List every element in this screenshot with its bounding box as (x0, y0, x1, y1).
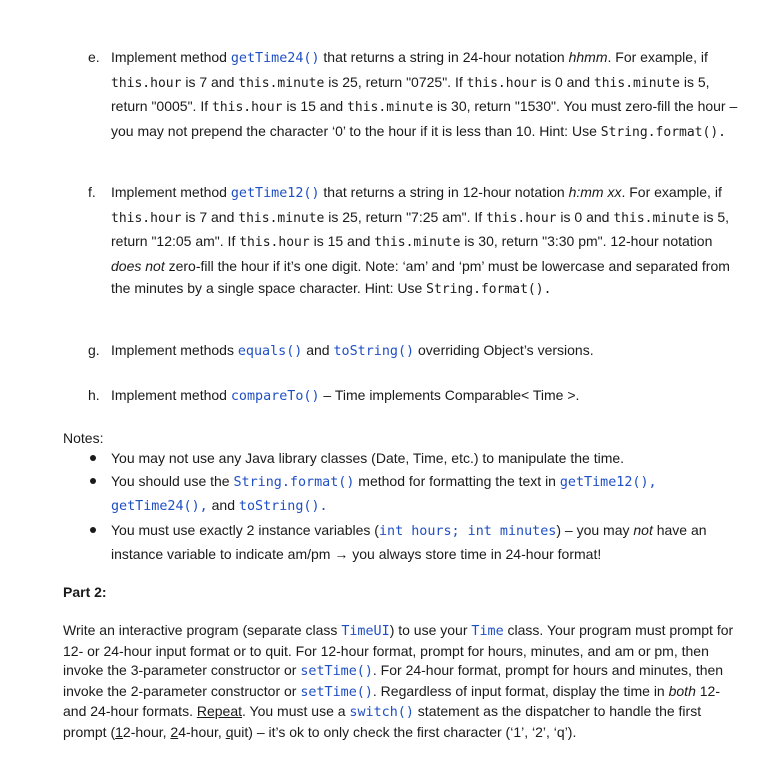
method-name: getTime12() (230, 186, 320, 201)
list-item-text: Implement methods equals() and toString() overriding Object’s versions. (111, 342, 594, 359)
list-item-text: Implement method getTime12() that returns a string in 12-hour notation h:mm xx. For example, if this.hour is 7 and this.minute is 25, return "7:25 am". If this.hour is 0 and this.minute is 5, return "12:05 am". If this.hour is 15 and this.minute is 30, return "3:30 pm". 12-hour notation does not zero-fill the hour if it’s one digit. Note: ‘am’ and ‘pm’ must be lowercase and separated from the minutes by a single space character. Hint: Use String.format(). (111, 184, 730, 297)
right-arrow-icon: → (334, 546, 349, 562)
notes-bullet: You must use exactly 2 instance variables (int hours; int minutes) – you may not have an instance variable to indicate am/pm → you always store time in 24-hour format! (86, 519, 746, 566)
list-marker: e. (88, 49, 100, 65)
list-marker: g. (88, 342, 100, 358)
list-marker: h. (88, 387, 100, 403)
notes-bullet: You may not use any Java library classes (Date, Time, etc.) to manipulate the time. (86, 447, 746, 470)
notes-bullet: You should use the String.format() method for formatting the text in getTime12(), getTime24(), and toString(). (86, 470, 746, 519)
notes-list (86, 447, 746, 566)
list-item-e (88, 46, 748, 144)
bullet-icon (90, 478, 96, 484)
bullet-icon (90, 527, 96, 533)
list-item-f (88, 181, 748, 302)
part2-heading: Part 2: (63, 584, 107, 600)
method-name: getTime24() (230, 51, 320, 66)
list-item-text: Implement method compareTo() – Time implements Comparable< Time >. (111, 387, 580, 404)
list-item-text: Implement method getTime24() that returns a string in 24-hour notation hhmm. For example, if this.hour is 7 and this.minute is 25, return "0725". If this.hour is 0 and this.minute is 5, return "0005". If this.hour is 15 and this.minute is 30, return "1530". You must zero-fill the hour – you may not prepend the character ‘0’ to the hour if it is less than 10. Hint: Use String.format(). (111, 49, 738, 140)
list-item-g (88, 339, 748, 364)
bullet-icon (90, 455, 96, 461)
list-item-h (88, 384, 748, 409)
list-marker: f. (88, 184, 96, 200)
notes-heading: Notes: (63, 430, 104, 446)
part2-paragraph: Write an interactive program (separate class TimeUI) to use your Time class. Your program must prompt for 12- or 24-hour input format or to quit. For 12-hour format, prompt for hours, minutes, and am or pm, then invoke the 3-parameter constructor or setTime(). For 24-hour format, prompt for hours and minutes, then invoke the 2-parameter constructor or setTime(). Regardless of input format, display the time in both 12- and 24-hour formats. Repeat. You must use a switch() statement as the dispatcher to handle the first prompt (12-hour, 24-hour, quit) – it’s ok to only check the first character (‘1’, ‘2’, ‘q’). (63, 622, 734, 740)
